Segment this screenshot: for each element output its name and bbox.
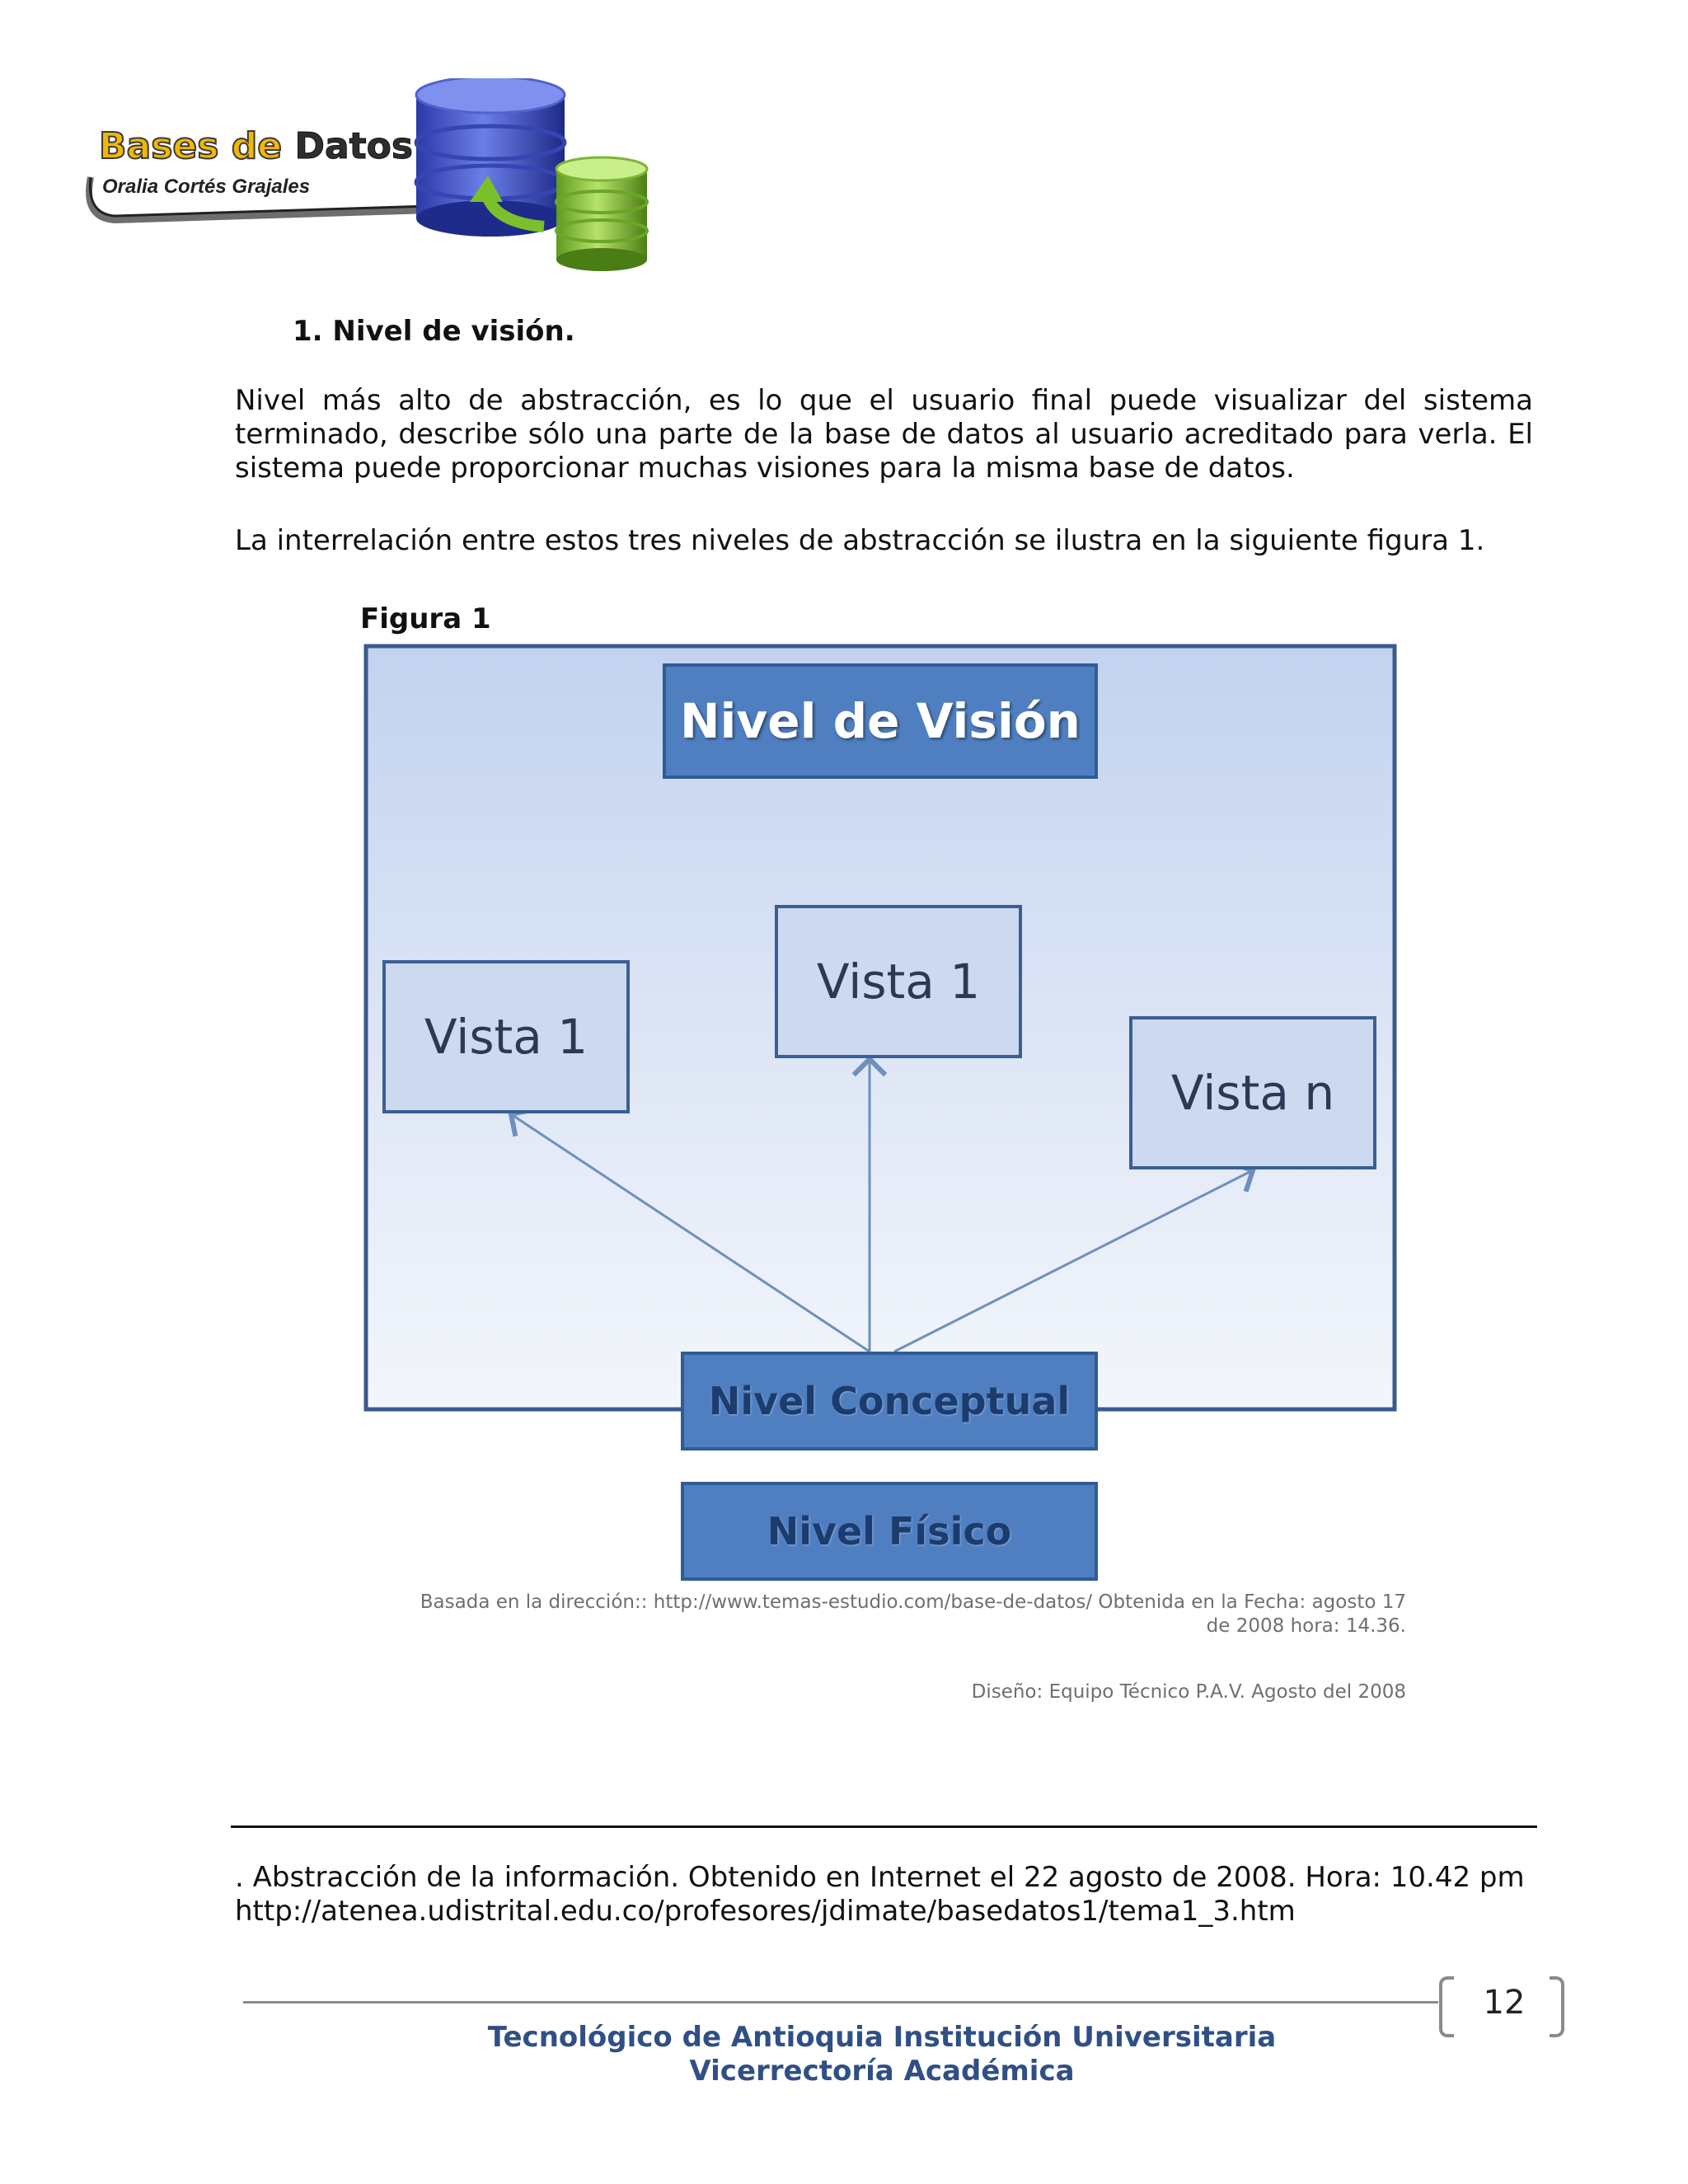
nivel-conceptual-box: Nivel Conceptual bbox=[681, 1352, 1098, 1451]
footer-department: Vicerrectoría Académica bbox=[689, 2055, 1075, 2088]
nivel-fisico-box: Nivel Físico bbox=[681, 1482, 1098, 1581]
logo-author: Oralia Cortés Grajales bbox=[102, 176, 311, 198]
section-heading: 1. Nivel de visión. bbox=[293, 315, 575, 348]
footer-institution: Tecnológico de Antioquia Institución Universitaria bbox=[487, 2021, 1277, 2054]
abstraction-levels-diagram bbox=[363, 643, 1401, 1582]
figure-source-line1: Basada en la dirección:: http://www.temas-estudio.com/base-de-datos/ Obtenida en la Fecha: agosto 17 bbox=[420, 1591, 1406, 1613]
figure-design-credit: Diseño: Equipo Técnico P.A.V. Agosto del 2008 bbox=[971, 1681, 1406, 1703]
vista-center-box: Vista 1 bbox=[775, 905, 1022, 1058]
footnote bbox=[235, 1861, 1554, 1929]
paragraph-interrelation: La interrelación entre estos tres niveles de abstracción se ilustra en la siguiente figura 1. bbox=[235, 524, 1485, 557]
figure-source bbox=[335, 1591, 1406, 1638]
logo-title bbox=[99, 125, 413, 167]
footnote-url: http://atenea.udistrital.edu.co/profesores/jdimate/basedatos1/tema1_3.htm bbox=[235, 1895, 1296, 1928]
vista-n-box: Vista n bbox=[1129, 1016, 1376, 1169]
logo-title-highlight: Bases de bbox=[99, 125, 283, 167]
figure-source-line2: de 2008 hora: 14.36. bbox=[1206, 1615, 1406, 1637]
footer-divider bbox=[243, 2001, 1438, 2004]
logo-title-datos: Datos bbox=[294, 125, 414, 167]
page-number: 12 bbox=[1483, 1984, 1526, 2022]
vista-left-box: Vista 1 bbox=[382, 960, 630, 1113]
footnote-line1: . Abstracción de la información. Obtenido en Internet el 22 agosto de 2008. Hora: 10.42 pm bbox=[235, 1861, 1525, 1894]
nivel-vision-box: Nivel de Visión bbox=[663, 663, 1098, 779]
footnote-divider bbox=[231, 1825, 1537, 1828]
figure-label: Figura 1 bbox=[360, 602, 491, 635]
paragraph-vision-level: Nivel más alto de abstracción, es lo que el usuario final puede visualizar del sistema terminado, describe sólo una parte de la base de datos al usuario acreditado para verla. El sistema puede proporcionar muchas visiones para la misma base de datos. bbox=[235, 384, 1533, 485]
